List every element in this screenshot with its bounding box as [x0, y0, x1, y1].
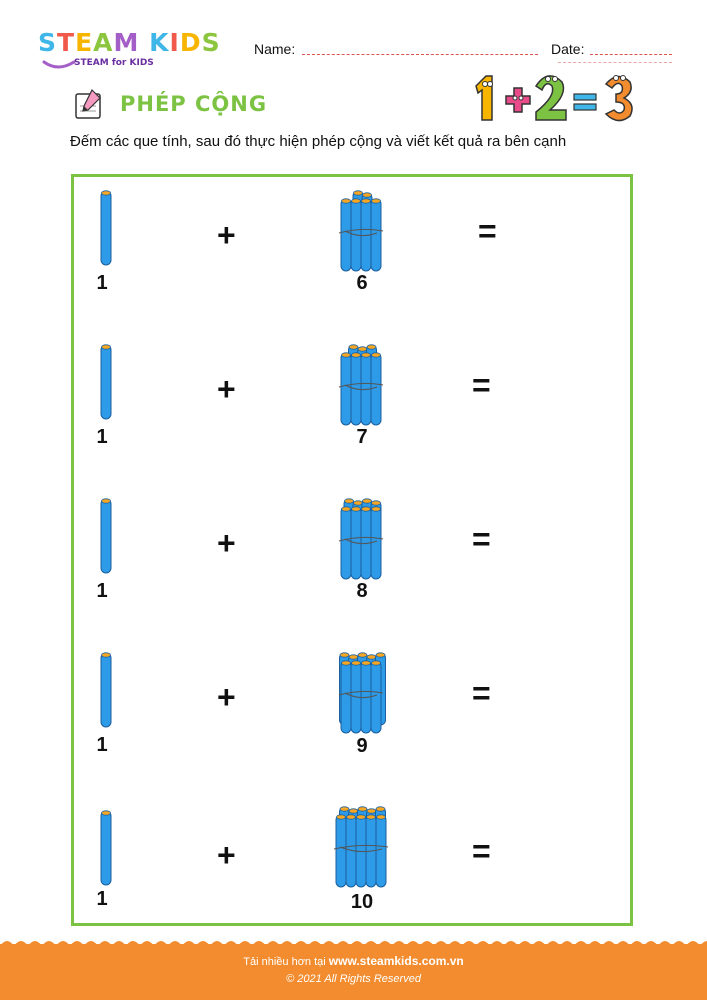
steam-kids-logo [38, 28, 238, 76]
right-number: 8 [356, 580, 368, 602]
single-stick-icon [99, 189, 113, 269]
stick-bundle-icon [332, 341, 392, 427]
date-underline [558, 62, 672, 63]
left-number: 1 [96, 888, 108, 910]
problem-row [74, 649, 630, 799]
stick-bundle-icon [332, 649, 392, 735]
logo-wordmark [38, 28, 221, 57]
answer-area[interactable] [522, 515, 612, 555]
logo-letter: T [57, 28, 76, 57]
answer-area[interactable] [522, 207, 612, 247]
logo-letter [139, 28, 149, 57]
answer-area[interactable] [522, 361, 612, 401]
problem-row [74, 341, 630, 491]
single-stick-icon [99, 497, 113, 577]
section-title: PHÉP CỘNG [120, 92, 268, 116]
answer-area[interactable] [522, 669, 612, 709]
name-field[interactable] [302, 54, 538, 55]
equals-sign: = [472, 833, 491, 869]
answer-area[interactable] [522, 823, 612, 863]
plus-sign: + [217, 525, 236, 561]
logo-swoosh-icon [42, 58, 76, 72]
instruction-text: Đếm các que tính, sau đó thực hiện phép cộng và viết kết quả ra bên cạnh [70, 133, 567, 150]
date-label: Date: [551, 41, 585, 57]
stick-bundle-icon [332, 495, 392, 581]
plus-sign: + [217, 679, 236, 715]
logo-tagline: STEAM for KIDS [74, 58, 154, 68]
logo-letter: S [38, 28, 58, 57]
problem-row [74, 803, 630, 953]
left-number: 1 [96, 272, 108, 294]
date-field[interactable] [590, 54, 672, 55]
single-stick-icon [99, 809, 113, 889]
logo-letter: D [179, 28, 202, 57]
footer-download-text [0, 954, 707, 968]
left-number: 1 [96, 426, 108, 448]
stick-bundle-icon [332, 803, 392, 889]
exercise-box [71, 174, 633, 926]
equals-sign: = [472, 367, 491, 403]
right-number: 6 [356, 272, 368, 294]
plus-sign: + [217, 371, 236, 407]
equals-sign: = [472, 675, 491, 711]
problem-row [74, 495, 630, 645]
stick-bundle-icon [332, 187, 392, 273]
logo-letter: A [93, 28, 114, 57]
pencil-paper-icon [70, 86, 106, 122]
equals-sign: = [478, 213, 497, 249]
plus-sign: + [217, 837, 236, 873]
name-label: Name: [254, 41, 296, 57]
single-stick-icon [99, 651, 113, 731]
plus-sign: + [217, 217, 236, 253]
logo-letter: S [201, 28, 221, 57]
right-number: 7 [356, 426, 368, 448]
footer-prefix: Tải nhiều hơn tại [243, 956, 329, 968]
logo-letter: E [75, 28, 94, 57]
footer-site-link[interactable]: www.steamkids.com.vn [328, 954, 464, 968]
footer-copyright: © 2021 All Rights Reserved [286, 973, 421, 985]
logo-letter: I [169, 28, 180, 57]
problem-row [74, 187, 630, 337]
equals-sign: = [472, 521, 491, 557]
logo-letter: M [113, 28, 140, 57]
cartoon-numbers-icon [468, 66, 643, 126]
single-stick-icon [99, 343, 113, 423]
right-number: 10 [350, 891, 374, 913]
left-number: 1 [96, 734, 108, 756]
logo-letter: K [149, 28, 170, 57]
right-number: 9 [356, 735, 368, 757]
left-number: 1 [96, 580, 108, 602]
footer-bar [0, 944, 707, 1000]
